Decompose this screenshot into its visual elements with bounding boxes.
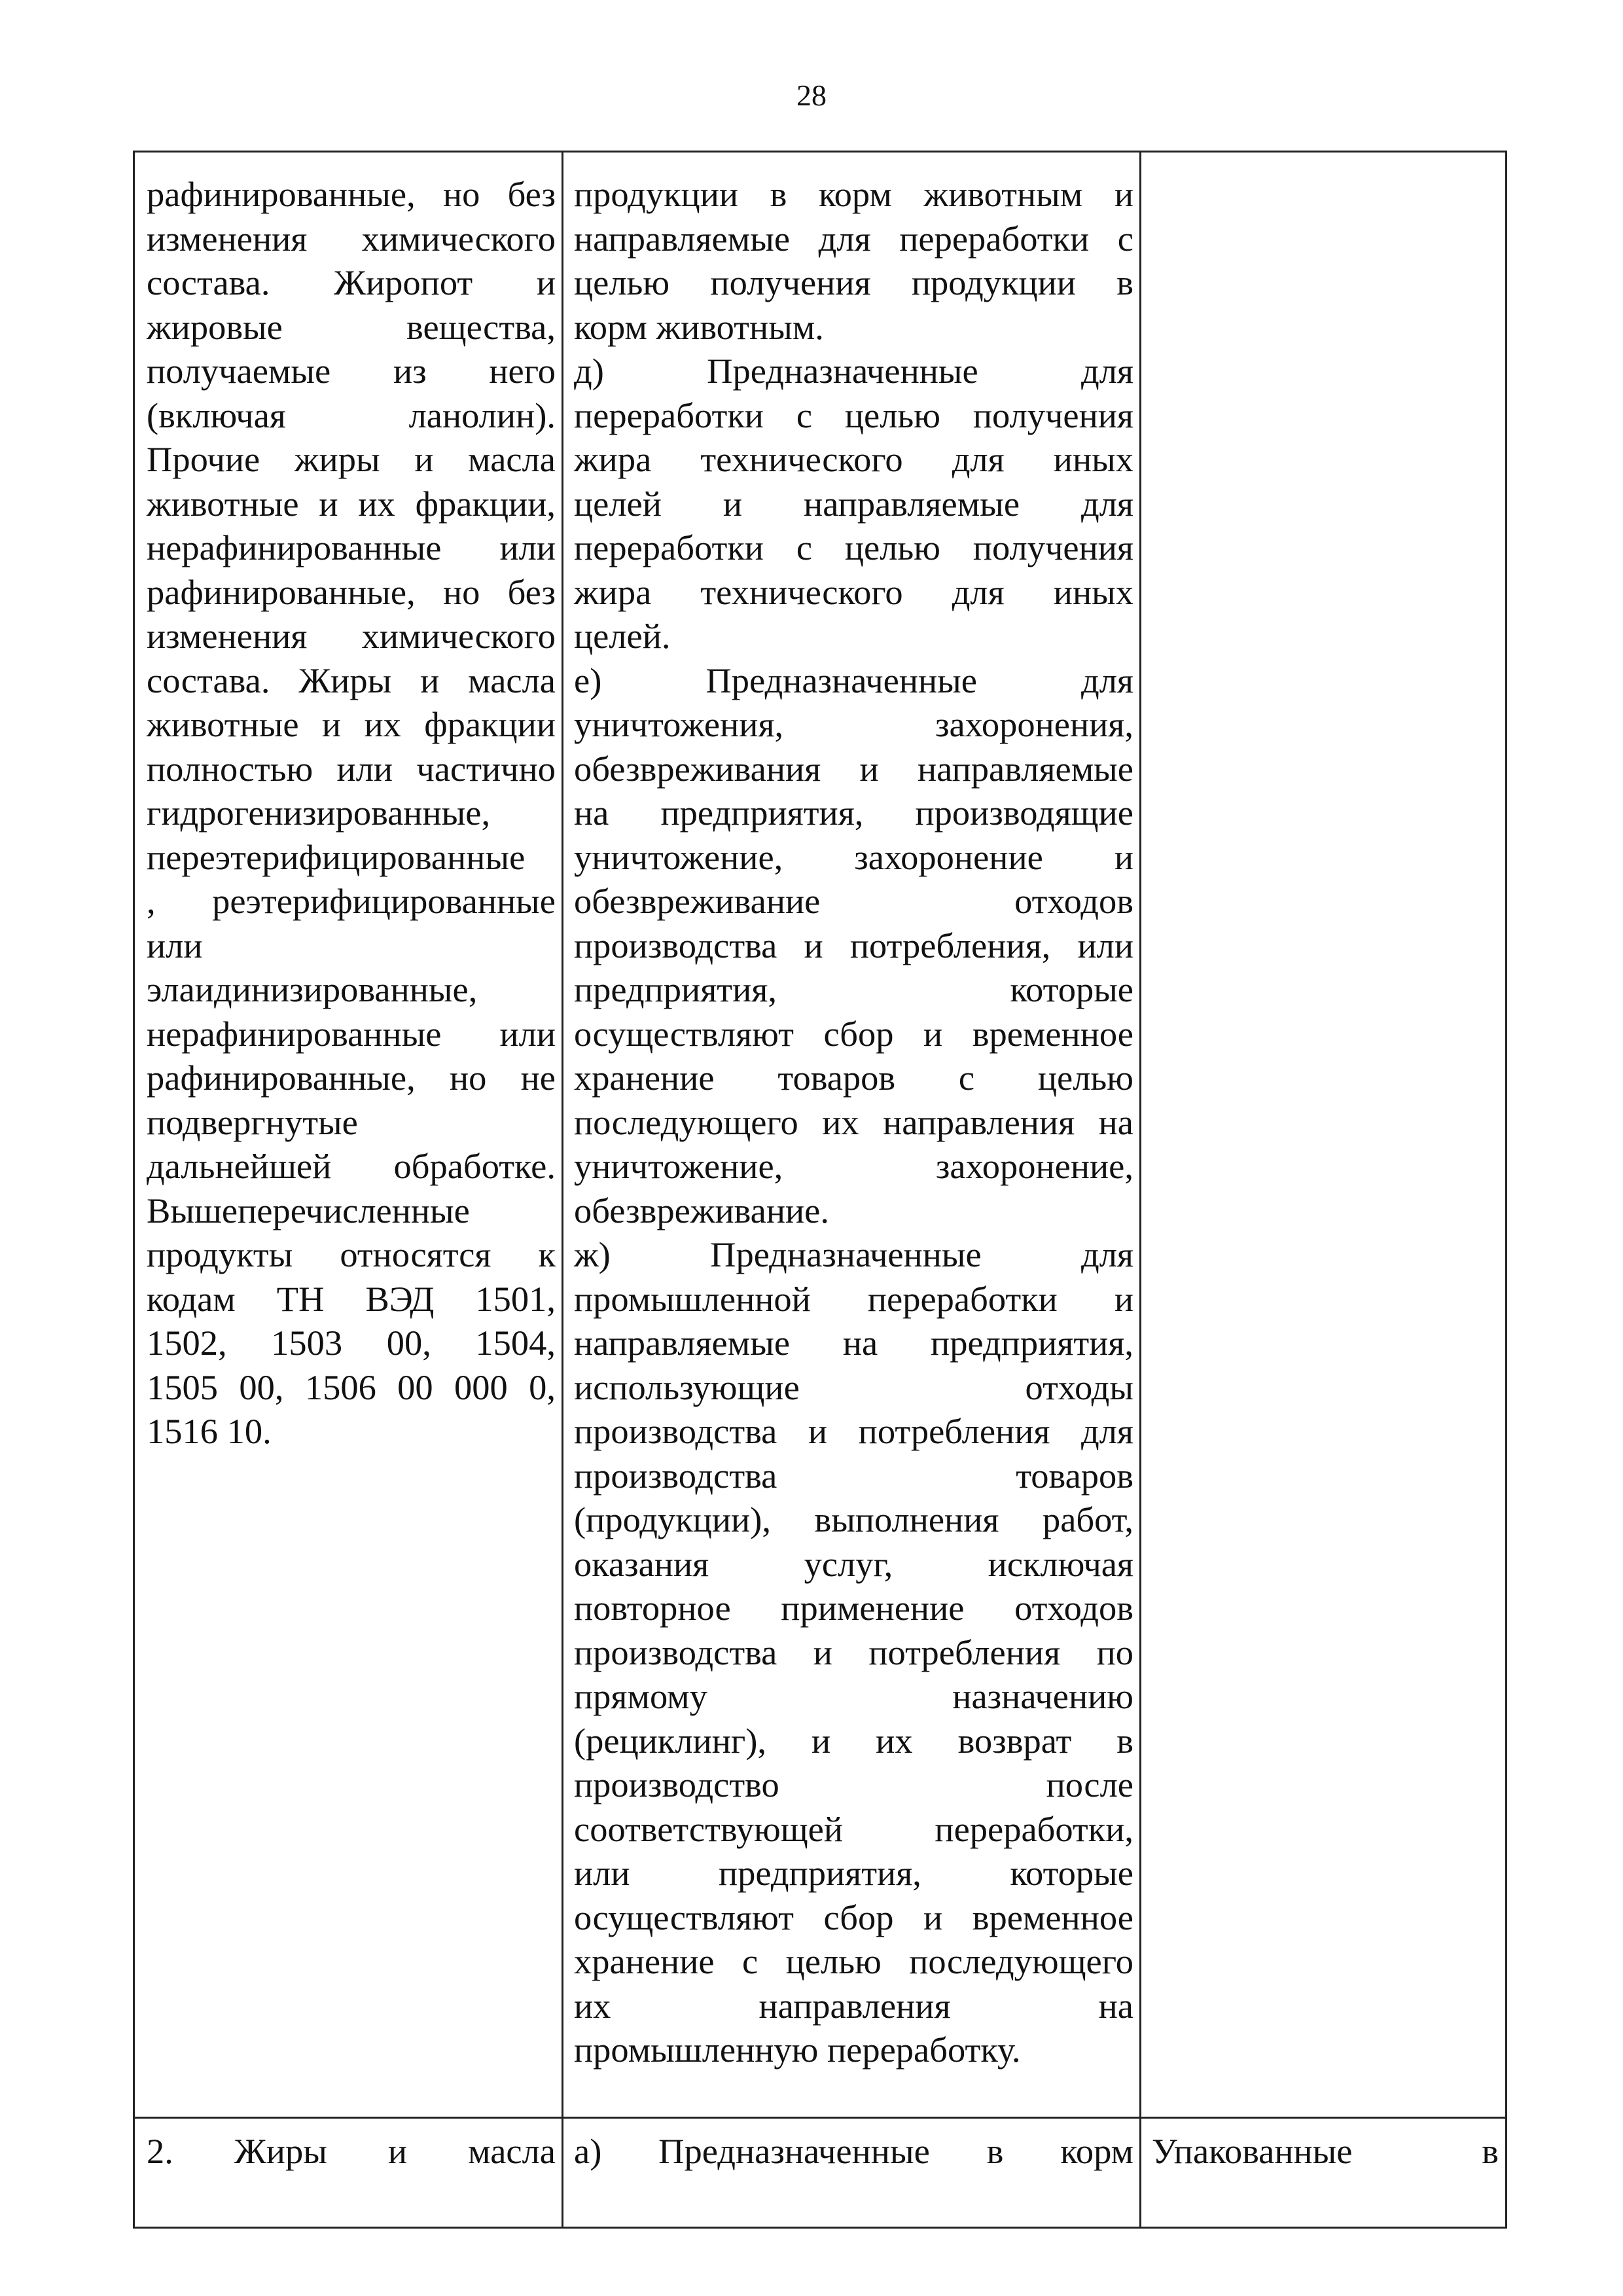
r1c2-line: целью получения продукции в xyxy=(574,262,1133,302)
r1c2-line: целей. xyxy=(574,616,671,656)
r1c1-line: 1516 10. xyxy=(147,1411,272,1451)
r1c1-line: Вышеперечисленные xyxy=(147,1190,470,1230)
r1c1-line: элаидинизированные, xyxy=(147,969,478,1009)
r1c1-line: дальнейшей обработке. xyxy=(147,1146,556,1186)
r1c1-line: получаемые из него xyxy=(147,351,556,391)
r1c1-line: рафинированные, но без xyxy=(147,174,556,214)
r1c2-line: прямому назначению xyxy=(574,1676,1133,1716)
row2-col2-cell xyxy=(574,2129,1133,2174)
r1c2-line: производства и потребления по xyxy=(574,1632,1133,1672)
r1c2-line: осуществляют сбор и временное xyxy=(574,1013,1133,1054)
row-divider xyxy=(135,2117,1505,2119)
r1c2-line: направляемые для переработки с xyxy=(574,218,1133,259)
r1c2-line: или предприятия, которые xyxy=(574,1853,1133,1893)
r1c2-line: хранение с целью последующего xyxy=(574,1941,1133,1981)
r1c1-line: животные и их фракции, xyxy=(147,483,556,524)
r1c2-line: промышленной переработки и xyxy=(574,1278,1133,1319)
r1c1-line: 1505 00, 1506 00 000 0, xyxy=(147,1367,556,1407)
r1c2-line: жира технического для иных xyxy=(574,439,1133,479)
row2-col1-cell xyxy=(147,2129,556,2174)
r1c2-line: направляемые на предприятия, xyxy=(574,1323,1133,1363)
r1c2-line: осуществляют сбор и временное xyxy=(574,1897,1133,1937)
r1c2-line: использующие отходы xyxy=(574,1367,1133,1407)
r1c2-line: переработки с целью получения xyxy=(574,528,1133,567)
r1c2-line: (рециклинг), и их возврат в xyxy=(574,1720,1133,1761)
r1c2-line: уничтожения, захоронения, xyxy=(574,704,1133,744)
r1c1-line: нерафинированные или xyxy=(147,528,556,567)
row1-col1-cell xyxy=(147,172,556,1454)
r1c1-line: 1502, 1503 00, 1504, xyxy=(147,1323,556,1363)
r1c2-line: производства товаров xyxy=(574,1455,1133,1496)
r1c1-line: рафинированные, но не xyxy=(147,1058,556,1098)
r1c2-line: производства и потребления, или xyxy=(574,925,1133,965)
r1c2-line: уничтожение, захоронение, xyxy=(574,1146,1133,1186)
r1c2-line: предприятия, которые xyxy=(574,969,1133,1009)
r1c1-line: нерафинированные или xyxy=(147,1013,556,1054)
row2-col2-text: а) Предназначенные в корм xyxy=(574,2131,1133,2171)
r1c1-line: переэтерифицированные xyxy=(147,836,526,877)
r1c2-line: соответствующей переработки, xyxy=(574,1808,1133,1849)
r1c2-line: на предприятия, производящие xyxy=(574,793,1133,833)
r1c2-line: последующего их направления на xyxy=(574,1102,1133,1142)
r1c2-line: обезвреживания и направляемые xyxy=(574,748,1133,789)
r1c2-line: производство после xyxy=(574,1765,1133,1804)
r1c1-line: состава. Жиры и масла xyxy=(147,660,556,700)
r1c2-line: переработки с целью получения xyxy=(574,395,1133,435)
r1c1-line: , реэтерифицированные xyxy=(147,881,556,921)
r1c1-line: животные и их фракции xyxy=(147,704,556,744)
r1c1-line: (включая ланолин). xyxy=(147,395,556,435)
r1c1-line: жировые вещества, xyxy=(147,306,556,347)
row1-col2-cell xyxy=(574,172,1133,2072)
r1c2-line: продукции в корм животным и xyxy=(574,174,1133,214)
r1c2-line: уничтожение, захоронение и xyxy=(574,836,1133,877)
r1c2-line: корм животным. xyxy=(574,306,824,347)
r1c1-line: полностью или частично xyxy=(147,748,556,789)
r1c2-line: оказания услуг, исключая xyxy=(574,1543,1133,1584)
r1c1-line: гидрогенизированные, xyxy=(147,793,491,833)
r1c1-line: Прочие жиры и масла xyxy=(147,439,556,479)
r1c2-line: (продукции), выполнения работ, xyxy=(574,1499,1133,1539)
row2-col1-text: 2. Жиры и масла xyxy=(147,2131,556,2171)
page-number: 28 xyxy=(796,79,827,112)
column-divider-2 xyxy=(1139,152,1141,2227)
r1c1-line: продукты относятся к xyxy=(147,1234,556,1274)
r1c2-line: ж) Предназначенные для xyxy=(574,1234,1133,1274)
r1c2-line: повторное применение отходов xyxy=(574,1588,1133,1628)
r1c1-line: состава. Жиропот и xyxy=(147,262,556,302)
r1c1-line: изменения химического xyxy=(147,218,556,259)
column-divider-1 xyxy=(562,152,563,2227)
r1c1-line: кодам ТН ВЭД 1501, xyxy=(147,1278,556,1319)
r1c2-line: их направления на xyxy=(574,1985,1133,2026)
r1c2-line: жира технического для иных xyxy=(574,571,1133,612)
regulation-table xyxy=(133,151,1507,2229)
r1c2-line: обезвреживание. xyxy=(574,1190,829,1230)
r1c2-line: промышленную переработку. xyxy=(574,2030,1021,2070)
r1c2-line: производства и потребления для xyxy=(574,1411,1133,1451)
r1c1-line: или xyxy=(147,925,203,965)
r1c2-line: е) Предназначенные для xyxy=(574,660,1133,700)
row2-col3-cell xyxy=(1152,2129,1499,2174)
r1c1-line: рафинированные, но без xyxy=(147,571,556,612)
r1c2-line: целей и направляемые для xyxy=(574,483,1133,524)
r1c1-line: изменения химического xyxy=(147,616,556,656)
row2-col3-text: Упакованные в xyxy=(1152,2131,1499,2171)
r1c2-line: д) Предназначенные для xyxy=(574,351,1133,391)
r1c2-line: хранение товаров с целью xyxy=(574,1058,1133,1098)
r1c1-line: подвергнутые xyxy=(147,1102,358,1142)
r1c2-line: обезвреживание отходов xyxy=(574,881,1133,921)
